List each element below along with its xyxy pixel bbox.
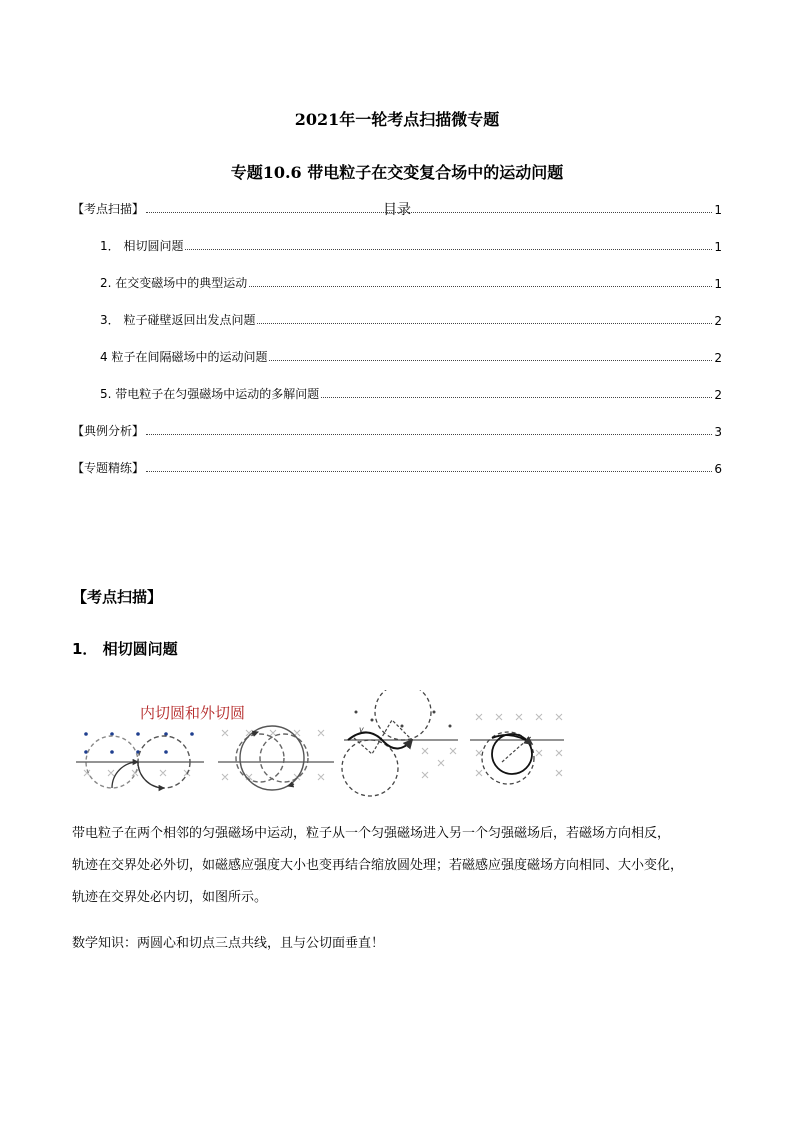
internal-tangent-panel (218, 726, 334, 790)
toc-item-interval-field[interactable] (100, 347, 722, 365)
toc-item-wall-return[interactable] (100, 310, 722, 328)
document-subtitle: 专题10.6 带电粒子在交变复合场中的运动问题 (230, 163, 564, 182)
toc-item-page: 6 (714, 462, 722, 476)
toc-leader (249, 286, 712, 287)
section-heading: 【考点扫描】 (72, 588, 163, 606)
toc-item-multiple-solutions[interactable] (100, 384, 722, 402)
document-title: 2021年一轮考点扫描微专题 (294, 110, 500, 129)
toc-leader (257, 323, 712, 324)
body-paragraph-line-2: 轨迹在交界处必外切，如磁感应强度大小也变再结合缩放圆处理；若磁感应强度磁场方向相同、大小变化， (72, 858, 684, 873)
toc-item-page: 2 (714, 314, 722, 328)
toc-leader (146, 212, 712, 213)
toc-leader (146, 434, 712, 435)
single-field-panel (470, 714, 564, 784)
toc-item-label: 5. 带电粒子在匀强磁场中运动的多解问题 (100, 387, 320, 401)
toc-item-page: 3 (714, 425, 722, 439)
toc-leader (269, 360, 712, 361)
toc-item-page: 1 (714, 203, 722, 217)
tangent-circles-figure (72, 690, 572, 800)
toc-item-kaodian[interactable] (72, 199, 722, 217)
toc-item-page: 2 (714, 388, 722, 402)
toc-leader (146, 471, 712, 472)
toc-item-page: 1 (714, 277, 722, 291)
body-paragraph-line-1: 带电粒子在两个相邻的匀强磁场中运动，粒子从一个匀强磁场进入另一个匀强磁场后，若磁场方向相反， (72, 826, 671, 841)
toc-heading: 目录 (383, 202, 411, 218)
math-knowledge-note: 数学知识：两圆心和切点三点共线，且与公切面垂直！ (72, 936, 385, 951)
toc-item-label: 【考点扫描】 (72, 202, 145, 216)
body-paragraph-line-3: 轨迹在交界处必内切，如图所示。 (72, 890, 268, 905)
toc-leader (185, 249, 712, 250)
toc-item-label: 【典例分析】 (72, 424, 145, 438)
toc-item-label: 4 粒子在间隔磁场中的运动问题 (100, 350, 268, 364)
toc-item-label: 2. 在交变磁场中的典型运动 (100, 276, 248, 290)
toc-item-page: 1 (714, 240, 722, 254)
toc-leader (321, 397, 712, 398)
toc-item-label: 3． 粒子碰壁返回出发点问题 (100, 313, 256, 327)
toc-item-page: 2 (714, 351, 722, 365)
toc-item-alternating-field[interactable] (100, 273, 722, 291)
figure-caption: 内切圆和外切圆 (140, 704, 246, 722)
external-tangent-panel (76, 732, 204, 788)
toc-item-tangent-circle[interactable] (100, 236, 722, 254)
toc-item-examples[interactable] (72, 421, 722, 439)
sub-heading: 1． 相切圆问题 (72, 640, 178, 658)
velocity-label: v (359, 725, 364, 734)
toc-item-exercises[interactable] (72, 458, 722, 476)
toc-item-label: 【专题精练】 (72, 461, 145, 475)
toc-item-label: 1． 相切圆问题 (100, 239, 184, 253)
alternating-field-panel (342, 690, 458, 796)
